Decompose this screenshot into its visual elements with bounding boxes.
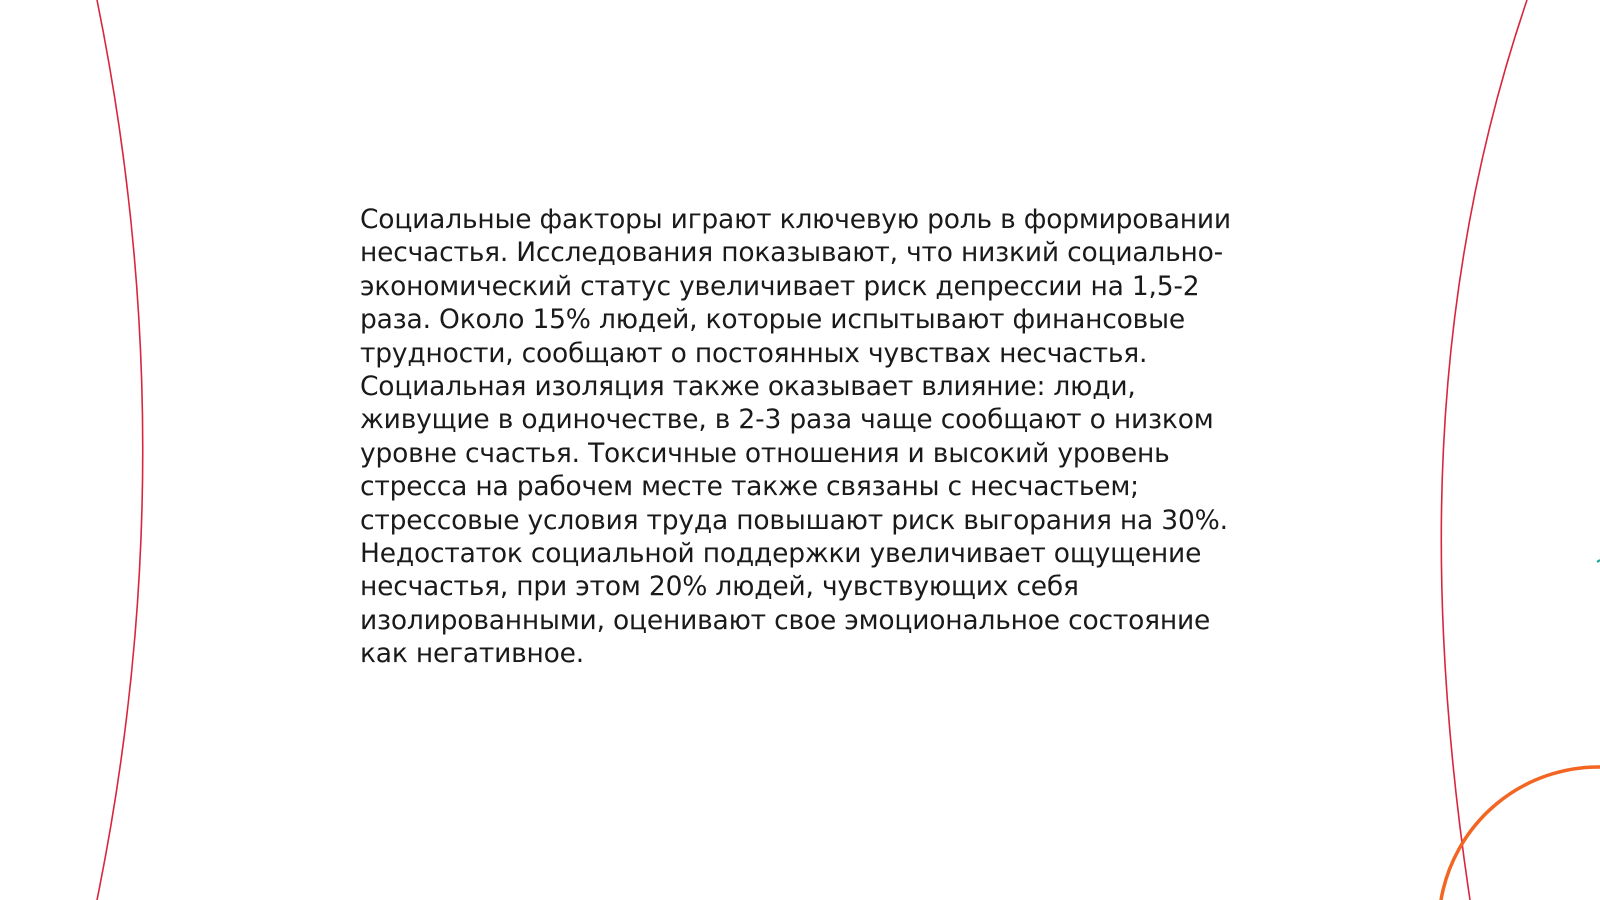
paragraph-line: изолированными, оценивают свое эмоциональное состояние [360, 604, 1211, 636]
paragraph-line: Недостаток социальной поддержки увеличивает ощущение [360, 538, 1202, 570]
paragraph-line: Социальные факторы играют ключевую роль в формировании [360, 204, 1231, 235]
paragraph-line: как негативное. [360, 638, 585, 670]
paragraph-line: несчастья. Исследования показывают, что низкий социально- [360, 237, 1224, 269]
paragraph-line: стрессовые условия труда повышают риск выгорания на 30%. [360, 504, 1228, 536]
left-curve-line [97, 0, 143, 900]
paragraph-line: живущие в одиночестве, в 2-3 раза чаще сообщают о низком [360, 404, 1214, 436]
paragraph-line: Социальная изоляция также оказывает влияние: люди, [360, 371, 1136, 403]
paragraph-line: экономический статус увеличивает риск депрессии на 1,5-2 [360, 270, 1200, 302]
body-paragraph [360, 203, 1240, 671]
paragraph-line: раза. Около 15% людей, которые испытывают финансовые [360, 304, 1185, 336]
paragraph-line: трудности, сообщают о постоянных чувствах несчастья. [360, 337, 1148, 369]
paragraph-line: несчастья, при этом 20% людей, чувствующих себя [360, 571, 1079, 603]
paragraph-line: уровне счастья. Токсичные отношения и высокий уровень [360, 437, 1170, 469]
right-curve-line [1441, 0, 1527, 900]
orange-arc [1441, 767, 1600, 900]
paragraph-line: стресса на рабочем месте также связаны с несчастьем; [360, 471, 1139, 503]
